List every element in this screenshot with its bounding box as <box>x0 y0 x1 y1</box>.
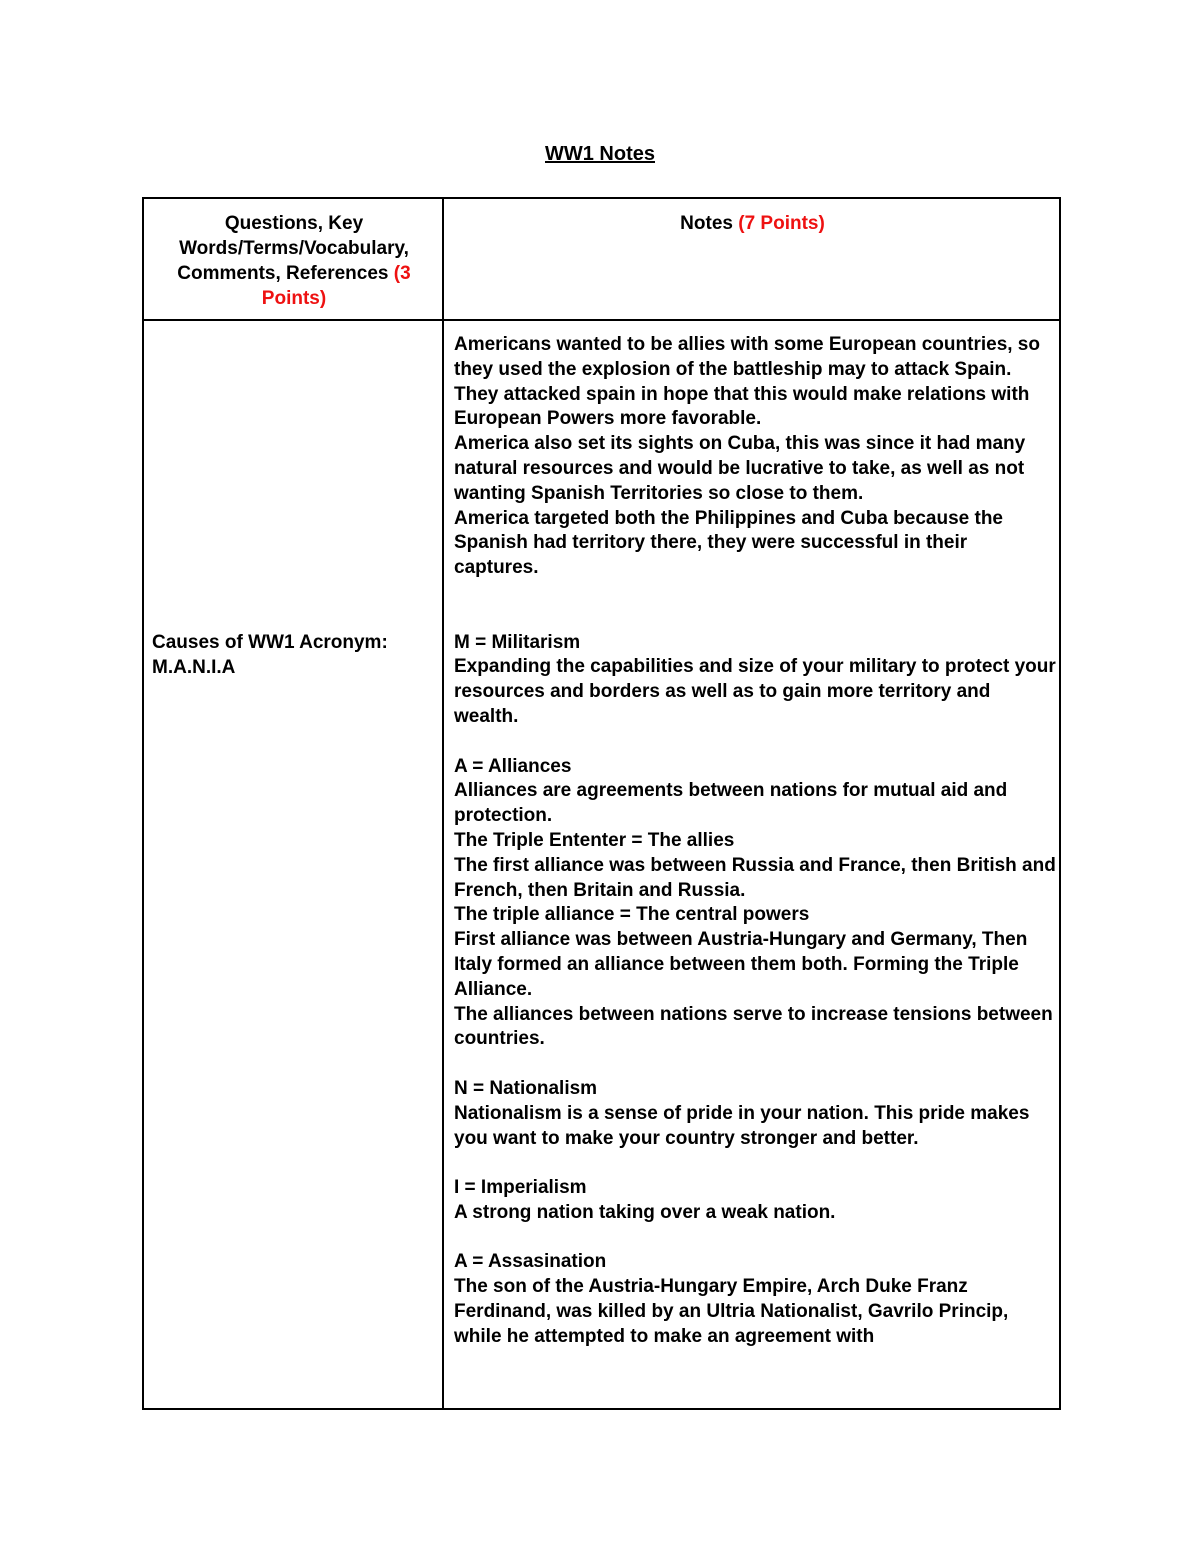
header-notes-cell <box>446 211 1059 236</box>
header-notes-points: (7 Points) <box>738 213 825 234</box>
notes-column-text: Americans wanted to be allies with some European countries, so they used the explosion of the battleship may to attack Spain. They attacked spain in hope that this would make relations with European Powers more favorable. America also set its sights on Cuba, this was since it had many natural resources and would be lucrative to take, as well as not wanting Spanish Territories so close to them. America targeted both the Philippines and Cuba because the Spanish had territory there, they were successful in their captures. M = Militarism Expanding the capabilities and size of your military to protect your resources and borders as well as to gain more territory and wealth. A = Alliances Alliances are agreements between nations for mutual aid and protection. The Triple Ententer = The allies The first alliance was between Russia and France, then British and French, then Britain and Russia. The triple alliance = The central powers First alliance was between Austria-Hungary and Germany, Then Italy formed an alliance between them both. Forming the Triple Alliance. The alliances between nations serve to increase tensions between countries. N = Nationalism Nationalism is a sense of pride in your nation. This pride makes you want to make your country stronger and better. I = Imperialism A strong nation taking over a weak nation. A = Assasination The son of the Austria-Hungary Empire, Arch Duke Franz Ferdinand, was killed by an Ultria Nationalist, Gavrilo Princip, while he attempted to make an agreement with <box>454 334 1056 1347</box>
notes-table <box>142 197 1061 1410</box>
header-questions-cell <box>154 211 434 311</box>
header-questions-label: Questions, Key Words/Terms/Vocabulary, Comments, References <box>177 213 409 284</box>
column-divider <box>442 199 444 1408</box>
header-divider <box>144 319 1059 321</box>
header-questions-points: (3 Points) <box>261 263 411 309</box>
cue-column-text: Causes of WW1 Acronym: M.A.N.I.A <box>152 632 388 678</box>
header-notes-label: Notes <box>680 213 733 234</box>
page-title: WW1 Notes <box>545 143 655 165</box>
